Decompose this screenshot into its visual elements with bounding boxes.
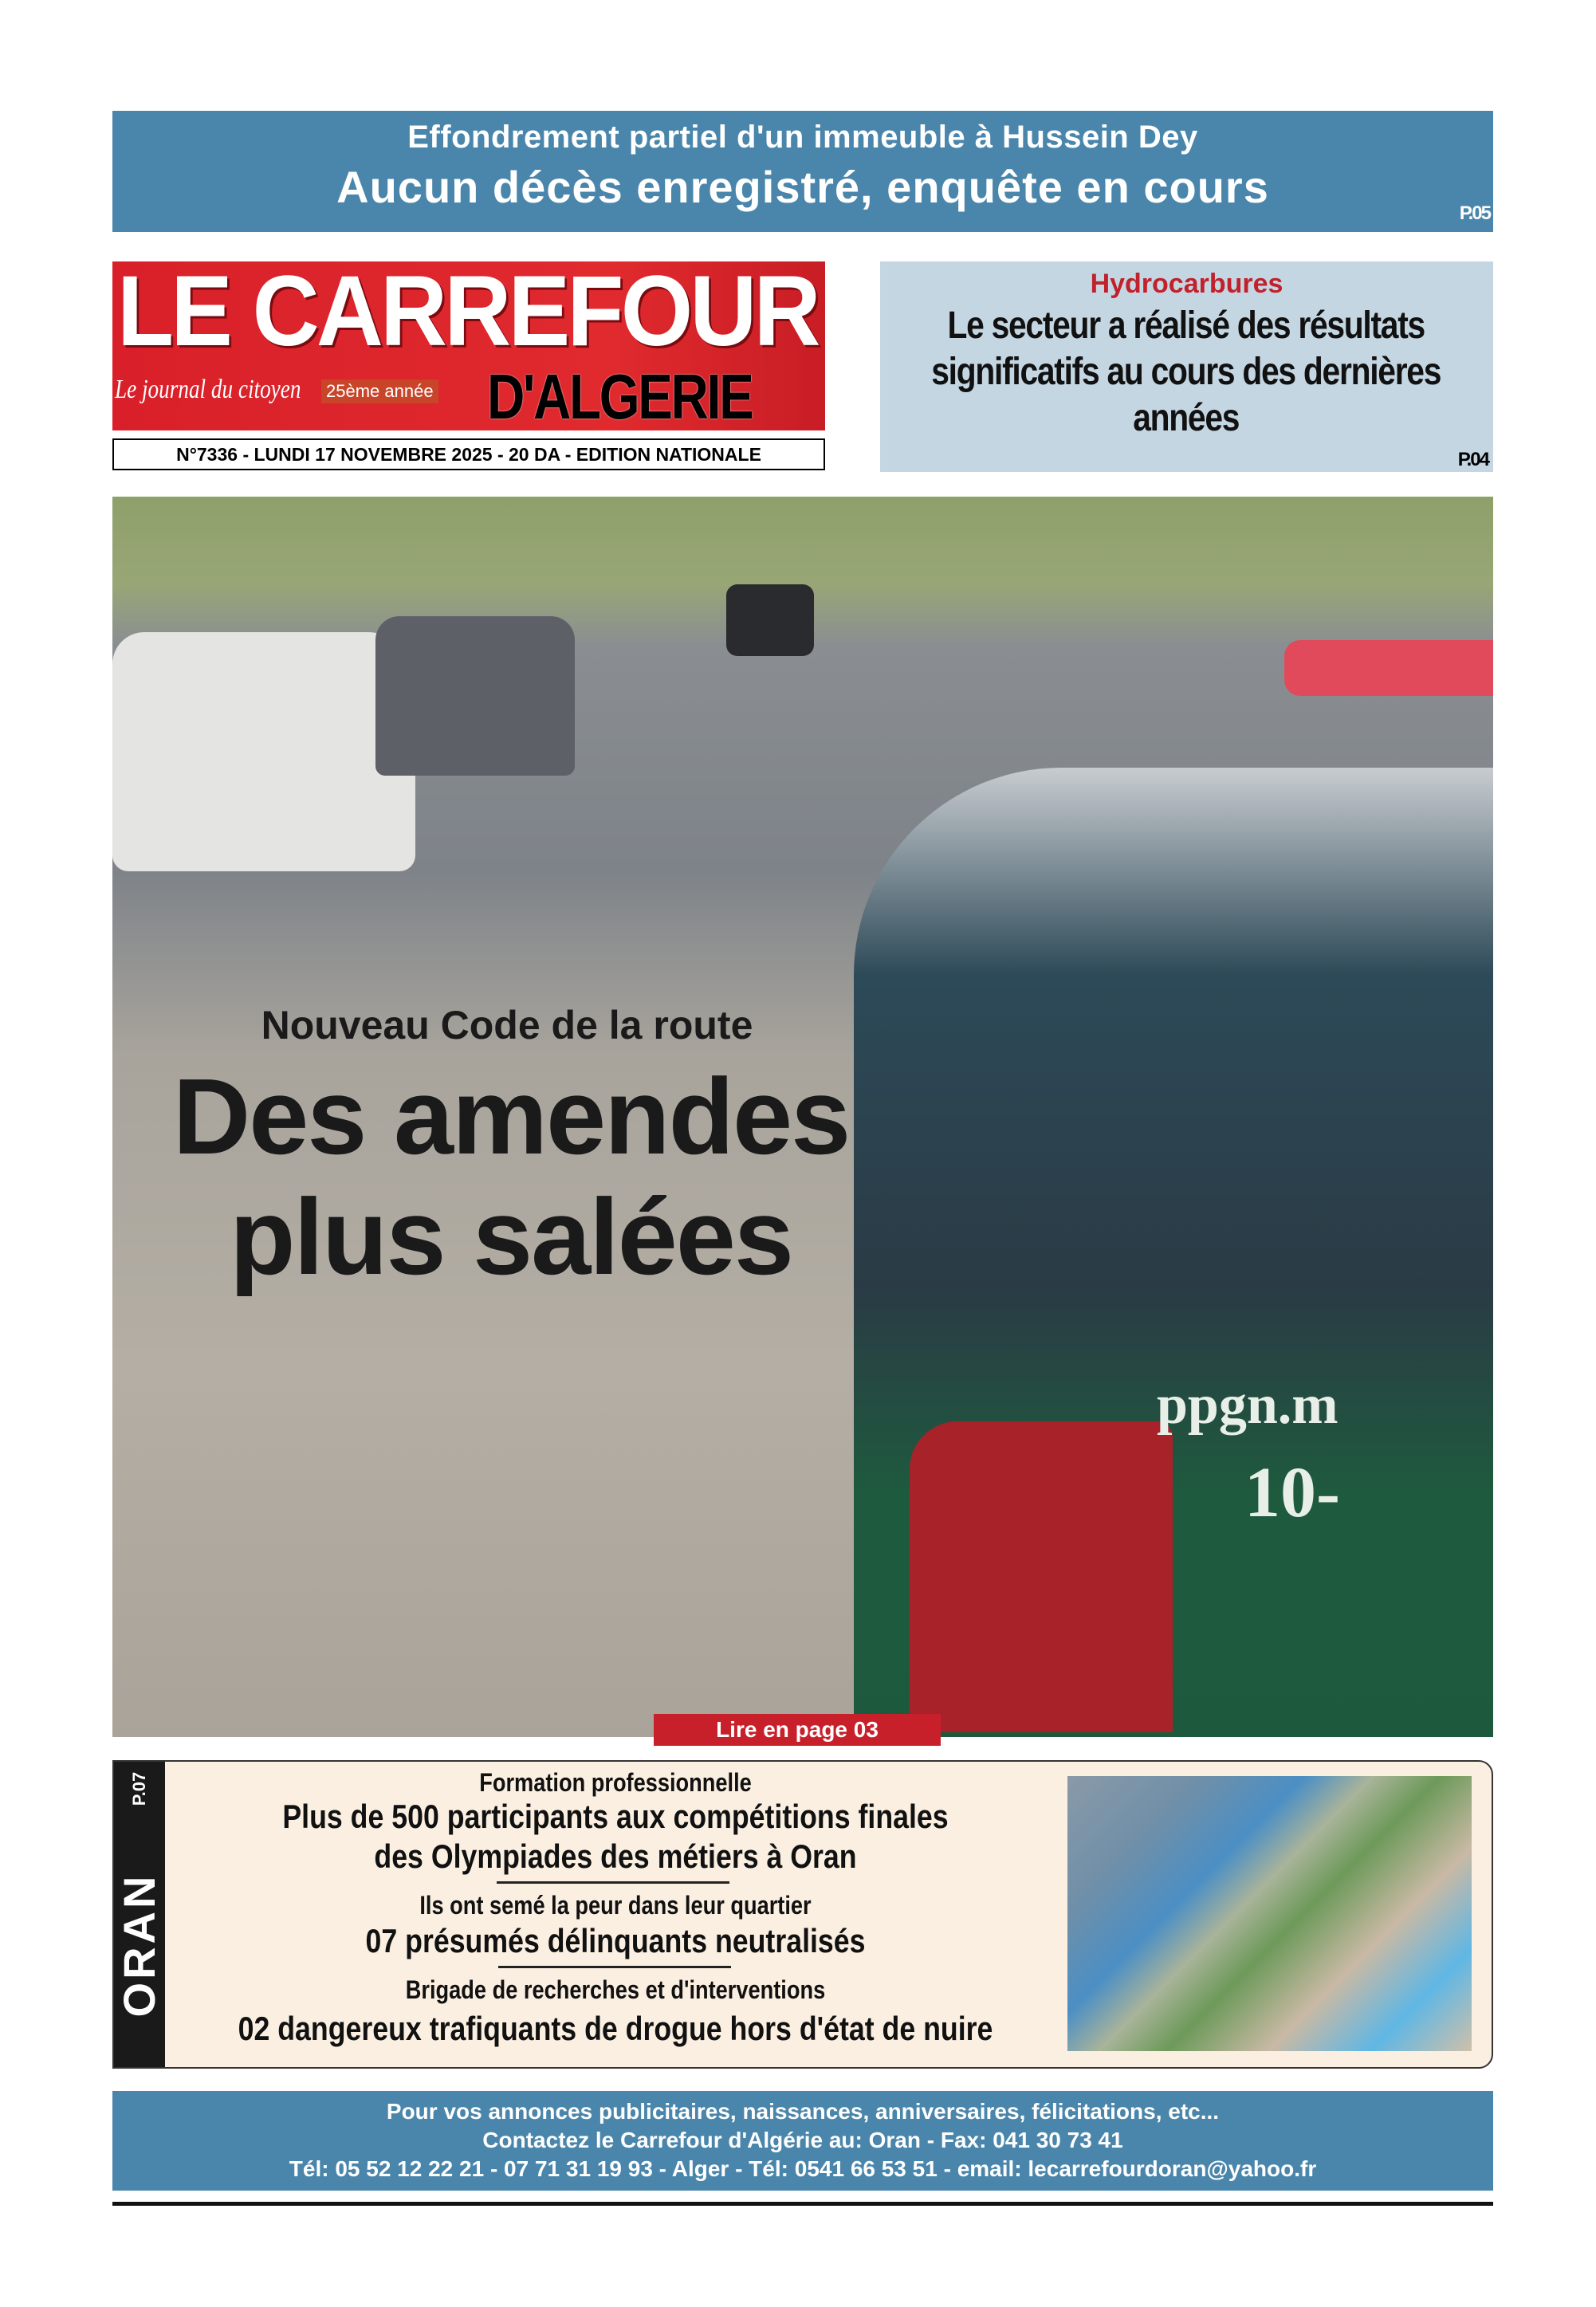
- footer-line3: Tél: 05 52 12 22 21 - 07 71 31 19 93 - Alger - Tél: 0541 66 53 51 - email: lecarrefourdoran@yahoo.fr: [289, 2156, 1317, 2181]
- photo-car-grey: [375, 616, 575, 776]
- oran-story1-headline1[interactable]: Plus de 500 participants aux compétitions finales: [282, 1798, 949, 1835]
- top-banner-page: P.05: [1459, 202, 1490, 224]
- logo-title-line2: D'ALGERIE: [487, 361, 753, 430]
- oran-page: P.07: [129, 1771, 149, 1806]
- oran-section-label: [114, 1762, 165, 2067]
- edition-info: N°7336 - LUNDI 17 NOVEMBRE 2025 - 20 DA - EDITION NATIONALE: [112, 438, 825, 470]
- main-story-headline-line1: Des amendes: [172, 1056, 850, 1177]
- oran-story1-kicker: Formation professionnelle: [479, 1768, 752, 1797]
- logo-tagline: Le journal du citoyen: [115, 375, 301, 404]
- side-story-page: P.04: [1457, 449, 1488, 470]
- footer-line2: Contactez le Carrefour d'Algérie au: Oran - Fax: 041 30 73 41: [482, 2128, 1123, 2152]
- side-story-kicker: Hydrocarbures: [1090, 269, 1283, 299]
- photo-siren-light: [1284, 640, 1493, 696]
- main-story-kicker: Nouveau Code de la route: [261, 1003, 753, 1047]
- photo-car-text-2: 10-: [1244, 1453, 1340, 1532]
- oran-story1-headline2[interactable]: des Olympiades des métiers à Oran: [374, 1837, 857, 1875]
- divider: [498, 1966, 731, 1968]
- side-story[interactable]: [880, 261, 1493, 472]
- main-story-photo[interactable]: [112, 497, 1493, 1737]
- footer-line1: Pour vos annonces publicitaires, naissances, anniversaires, félicitations, etc...: [386, 2099, 1220, 2124]
- oran-story3-kicker: Brigade de recherches et d'interventions: [405, 1975, 826, 2004]
- main-story-headline-line2: plus salées: [230, 1177, 792, 1297]
- top-banner-headline: Aucun décès enregistré, enquête en cours: [336, 162, 1269, 212]
- oran-section: [112, 1760, 1493, 2069]
- read-more-link[interactable]: Lire en page 03: [654, 1714, 941, 1746]
- logo-year: 25ème année: [321, 379, 438, 403]
- oran-title: ORAN: [114, 1873, 164, 2018]
- photo-car-text-1: ppgn.m: [1157, 1374, 1339, 1436]
- oran-story2-headline[interactable]: 07 présumés délinquants neutralisés: [365, 1922, 866, 1959]
- oran-story3-headline[interactable]: 02 dangereux trafiquants de drogue hors d'état de nuire: [238, 2010, 993, 2047]
- top-banner[interactable]: [112, 111, 1493, 232]
- top-banner-kicker: Effondrement partiel d'un immeuble à Hussein Dey: [407, 120, 1198, 155]
- photo-car-white: [112, 632, 415, 871]
- oran-story2-kicker: Ils ont semé la peur dans leur quartier: [419, 1891, 812, 1920]
- oran-aerial-photo: [1067, 1776, 1472, 2051]
- divider: [497, 1881, 729, 1884]
- side-story-headline: Le secteur a réalisé des résultats significatifs au cours des dernières années: [931, 305, 1441, 439]
- bottom-rule: [112, 2202, 1493, 2206]
- ads-contact-footer: [112, 2091, 1493, 2191]
- photo-taillight: [910, 1421, 1173, 1732]
- masthead-logo: [112, 261, 825, 430]
- logo-title-line1: LE CARREFOUR: [117, 261, 818, 367]
- photo-car-dark: [726, 584, 814, 656]
